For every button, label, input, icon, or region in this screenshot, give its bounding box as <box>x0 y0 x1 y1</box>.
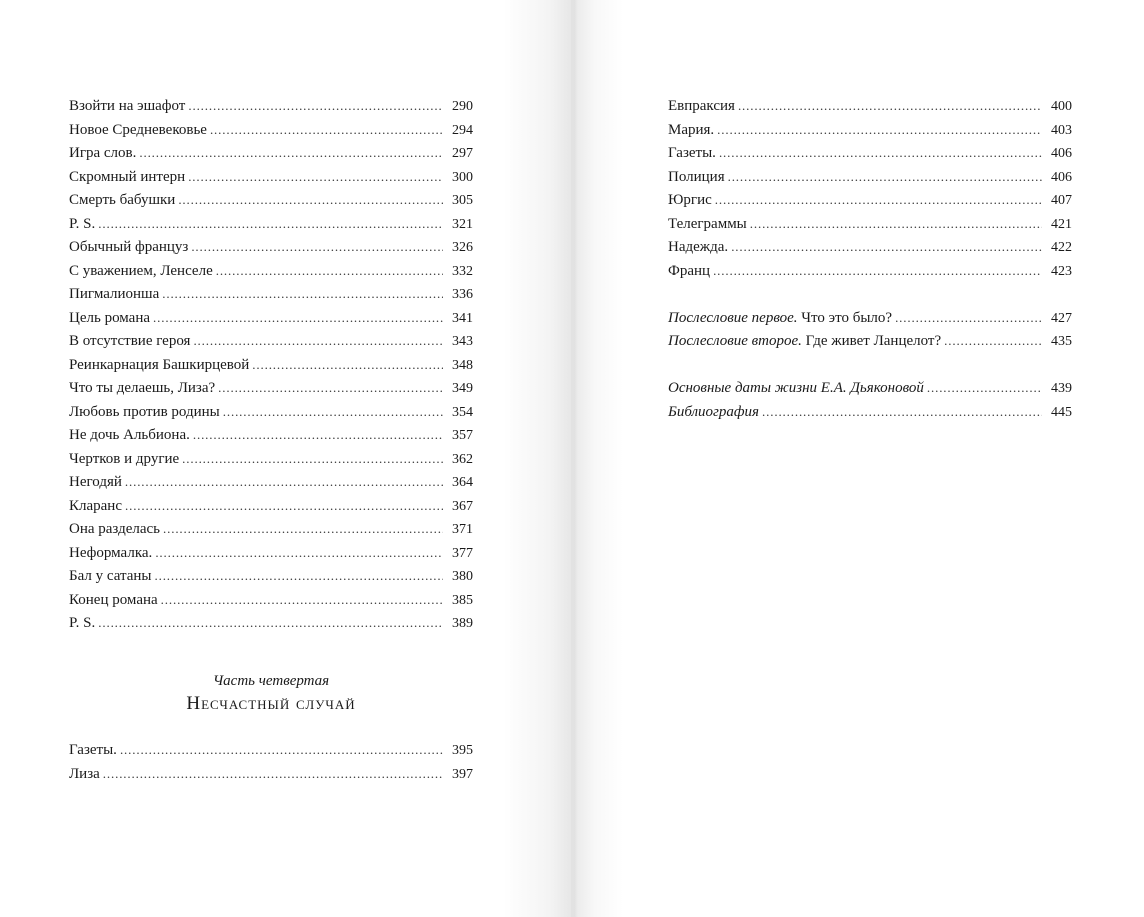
toc-entry-title: Конец романа <box>69 591 158 608</box>
toc-entry <box>69 94 473 118</box>
dot-leader <box>193 329 443 353</box>
dot-leader <box>161 588 443 612</box>
dot-leader <box>191 235 443 259</box>
dot-leader <box>193 423 443 447</box>
dot-leader <box>162 282 443 306</box>
dot-leader <box>762 400 1042 424</box>
toc-entry-title: Мария. <box>668 121 715 138</box>
toc-entry-page-number: 377 <box>452 545 473 561</box>
dot-leader <box>98 611 443 635</box>
toc-entry-title: Надежда. <box>668 239 729 255</box>
dot-leader <box>223 400 443 424</box>
dot-leader <box>98 212 443 236</box>
toc-entry <box>69 400 473 424</box>
toc-entry-title: Смерть бабушки <box>69 192 176 208</box>
toc-entry <box>668 376 1072 400</box>
toc-entry <box>69 447 473 471</box>
toc-entry <box>69 329 473 353</box>
toc-entry-page-number: 297 <box>452 146 473 161</box>
toc-entry-page-number: 435 <box>1051 334 1072 349</box>
toc-entry-title-italic: Послесловие первое. <box>668 309 798 326</box>
toc-entry <box>69 762 473 786</box>
toc-entry-title: Газеты. <box>69 742 117 758</box>
toc-entry <box>69 141 473 165</box>
toc-entry-page-number: 427 <box>1051 310 1072 326</box>
dot-leader <box>218 376 443 400</box>
toc-entry-title-plain: Что это было? <box>797 309 893 326</box>
toc-entry-page-number: 326 <box>452 240 473 255</box>
toc-entry-page-number: 403 <box>1051 122 1072 138</box>
toc-entry <box>69 259 473 283</box>
dot-leader <box>103 762 443 786</box>
toc-entry-title: Любовь против родины <box>69 403 220 420</box>
toc-entry <box>668 235 1072 259</box>
toc-spacer <box>668 353 1072 377</box>
toc-entry <box>668 400 1072 424</box>
dot-leader <box>750 212 1042 236</box>
toc-entry <box>668 165 1072 189</box>
toc-entry-title: Евпраксия <box>668 98 735 114</box>
toc-entry <box>69 423 473 447</box>
toc-entry-title: Газеты. <box>668 145 716 161</box>
toc-entry-title-italic: Послесловие второе. <box>668 333 802 349</box>
toc-entry-page-number: 300 <box>452 169 473 185</box>
toc-entry-title: Скромный интерн <box>69 168 186 185</box>
toc-entry-title: Цель романа <box>69 309 151 326</box>
section-title: Несчастный случай <box>186 693 356 714</box>
toc-entry-title: Пигмалионша <box>69 286 160 302</box>
toc-entry-page-number: 385 <box>452 592 473 608</box>
dot-leader <box>139 141 443 165</box>
book-gutter <box>571 0 574 917</box>
dot-leader <box>715 188 1042 212</box>
dot-leader <box>178 188 443 212</box>
toc-entry <box>69 738 473 762</box>
dot-leader <box>120 738 443 762</box>
dot-leader <box>210 118 443 142</box>
toc-entry-title: P. S. <box>69 215 96 232</box>
dot-leader <box>895 306 1042 330</box>
toc-entry-page-number: 290 <box>452 99 473 114</box>
toc-entry-title: Новое Средневековье <box>69 121 207 138</box>
section-subtitle: Часть четвертая <box>212 673 330 689</box>
toc-entry-title: Чертков и другие <box>69 450 180 467</box>
toc-entry-page-number: 343 <box>452 334 473 349</box>
toc-entry <box>69 165 473 189</box>
dot-leader <box>182 447 443 471</box>
dot-leader <box>163 517 443 541</box>
toc-entry-page-number: 445 <box>1051 404 1072 420</box>
toc-entry-page-number: 354 <box>452 404 473 420</box>
dot-leader <box>153 306 443 330</box>
toc-entry-title: Полиция <box>668 168 725 185</box>
toc-entry <box>69 118 473 142</box>
toc-entry-page-number: 397 <box>452 766 473 782</box>
toc-entry-title: Библиография <box>668 403 760 420</box>
toc-spacer <box>668 282 1072 306</box>
toc-entry-title <box>668 330 941 354</box>
toc-entry <box>69 494 473 518</box>
toc-entry-page-number: 407 <box>1051 193 1072 208</box>
dot-leader <box>728 165 1042 189</box>
toc-left-section-list <box>69 738 473 785</box>
toc-entry-title: Телеграммы <box>668 215 747 232</box>
toc-entry-page-number: 406 <box>1051 146 1072 161</box>
toc-entry <box>69 235 473 259</box>
dot-leader <box>125 494 443 518</box>
toc-entry-page-number: 341 <box>452 310 473 326</box>
dot-leader <box>927 376 1042 400</box>
toc-entry <box>69 188 473 212</box>
dot-leader <box>252 353 443 377</box>
toc-entry-title: Негодяй <box>69 474 122 490</box>
toc-entry <box>69 588 473 612</box>
toc-entry-page-number: 348 <box>452 357 473 373</box>
dot-leader <box>719 141 1042 165</box>
dot-leader <box>731 235 1042 259</box>
toc-entry-title: Неформалка. <box>69 544 153 561</box>
toc-entry <box>668 212 1072 236</box>
toc-entry <box>668 259 1072 283</box>
toc-entry-page-number: 305 <box>452 193 473 208</box>
toc-entry <box>668 329 1072 353</box>
toc-entry-title: Обычный француз <box>69 239 189 255</box>
dot-leader <box>713 259 1042 283</box>
dot-leader <box>155 541 443 565</box>
toc-entry <box>668 141 1072 165</box>
toc-entry-page-number: 364 <box>452 475 473 490</box>
dot-leader <box>944 329 1042 353</box>
toc-entry-page-number: 336 <box>452 287 473 302</box>
toc-entry <box>668 94 1072 118</box>
toc-entry-title <box>668 307 892 331</box>
section-heading <box>69 670 473 716</box>
toc-entry-page-number: 400 <box>1051 99 1072 114</box>
toc-entry <box>668 306 1072 330</box>
toc-entry <box>668 188 1072 212</box>
dot-leader <box>188 94 443 118</box>
toc-entry-page-number: 321 <box>452 216 473 232</box>
toc-entry-page-number: 349 <box>452 381 473 396</box>
toc-entry-title: Что ты делаешь, Лиза? <box>69 380 216 396</box>
toc-entry <box>69 376 473 400</box>
toc-entry-title: Лиза <box>69 765 100 782</box>
toc-entry <box>69 353 473 377</box>
toc-entry-page-number: 332 <box>452 263 473 279</box>
toc-entry-page-number: 439 <box>1051 381 1072 396</box>
dot-leader <box>155 564 444 588</box>
toc-entry-title: Игра слов. <box>69 145 137 161</box>
toc-entry-title: P. S. <box>69 615 96 631</box>
toc-entry <box>69 517 473 541</box>
toc-entry-page-number: 367 <box>452 498 473 514</box>
toc-entry <box>69 212 473 236</box>
toc-entry-title: Она разделась <box>69 521 161 537</box>
toc-entry-page-number: 294 <box>452 122 473 138</box>
toc-entry-title: Юргис <box>668 192 712 208</box>
dot-leader <box>738 94 1042 118</box>
toc-entry-page-number: 357 <box>452 428 473 443</box>
toc-entry-title: Бал у сатаны <box>69 568 152 584</box>
dot-leader <box>717 118 1042 142</box>
toc-entry-page-number: 422 <box>1051 240 1072 255</box>
dot-leader <box>216 259 443 283</box>
dot-leader <box>125 470 443 494</box>
toc-entry-title: В отсутствие героя <box>69 333 191 349</box>
toc-entry <box>69 611 473 635</box>
toc-entry-title: С уважением, Ленселе <box>69 262 213 279</box>
toc-entry <box>668 118 1072 142</box>
toc-entry-page-number: 371 <box>452 522 473 537</box>
toc-entry-page-number: 395 <box>452 743 473 758</box>
toc-entry-title: Франц <box>668 262 711 279</box>
toc-entry-title: Взойти на эшафот <box>69 98 186 114</box>
toc-entry <box>69 541 473 565</box>
dot-leader <box>188 165 443 189</box>
toc-entry-page-number: 423 <box>1051 263 1072 279</box>
toc-entry-title: Основные даты жизни Е.А. Дьяконовой <box>668 380 924 396</box>
toc-entry-page-number: 389 <box>452 616 473 631</box>
toc-entry-page-number: 362 <box>452 451 473 467</box>
toc-entry-title: Не дочь Альбиона. <box>69 427 190 443</box>
toc-entry-page-number: 421 <box>1051 216 1072 232</box>
toc-entry <box>69 564 473 588</box>
toc-left-list <box>69 94 473 635</box>
toc-entry <box>69 282 473 306</box>
toc-entry-title-plain: Где живет Ланцелот? <box>801 333 942 349</box>
toc-entry-page-number: 406 <box>1051 169 1072 185</box>
toc-entry <box>69 306 473 330</box>
toc-entry-title: Кларанс <box>69 497 122 514</box>
toc-entry-page-number: 380 <box>452 569 473 584</box>
toc-right-list <box>668 94 1072 423</box>
toc-entry <box>69 470 473 494</box>
toc-entry-title: Реинкарнация Башкирцевой <box>69 356 250 373</box>
